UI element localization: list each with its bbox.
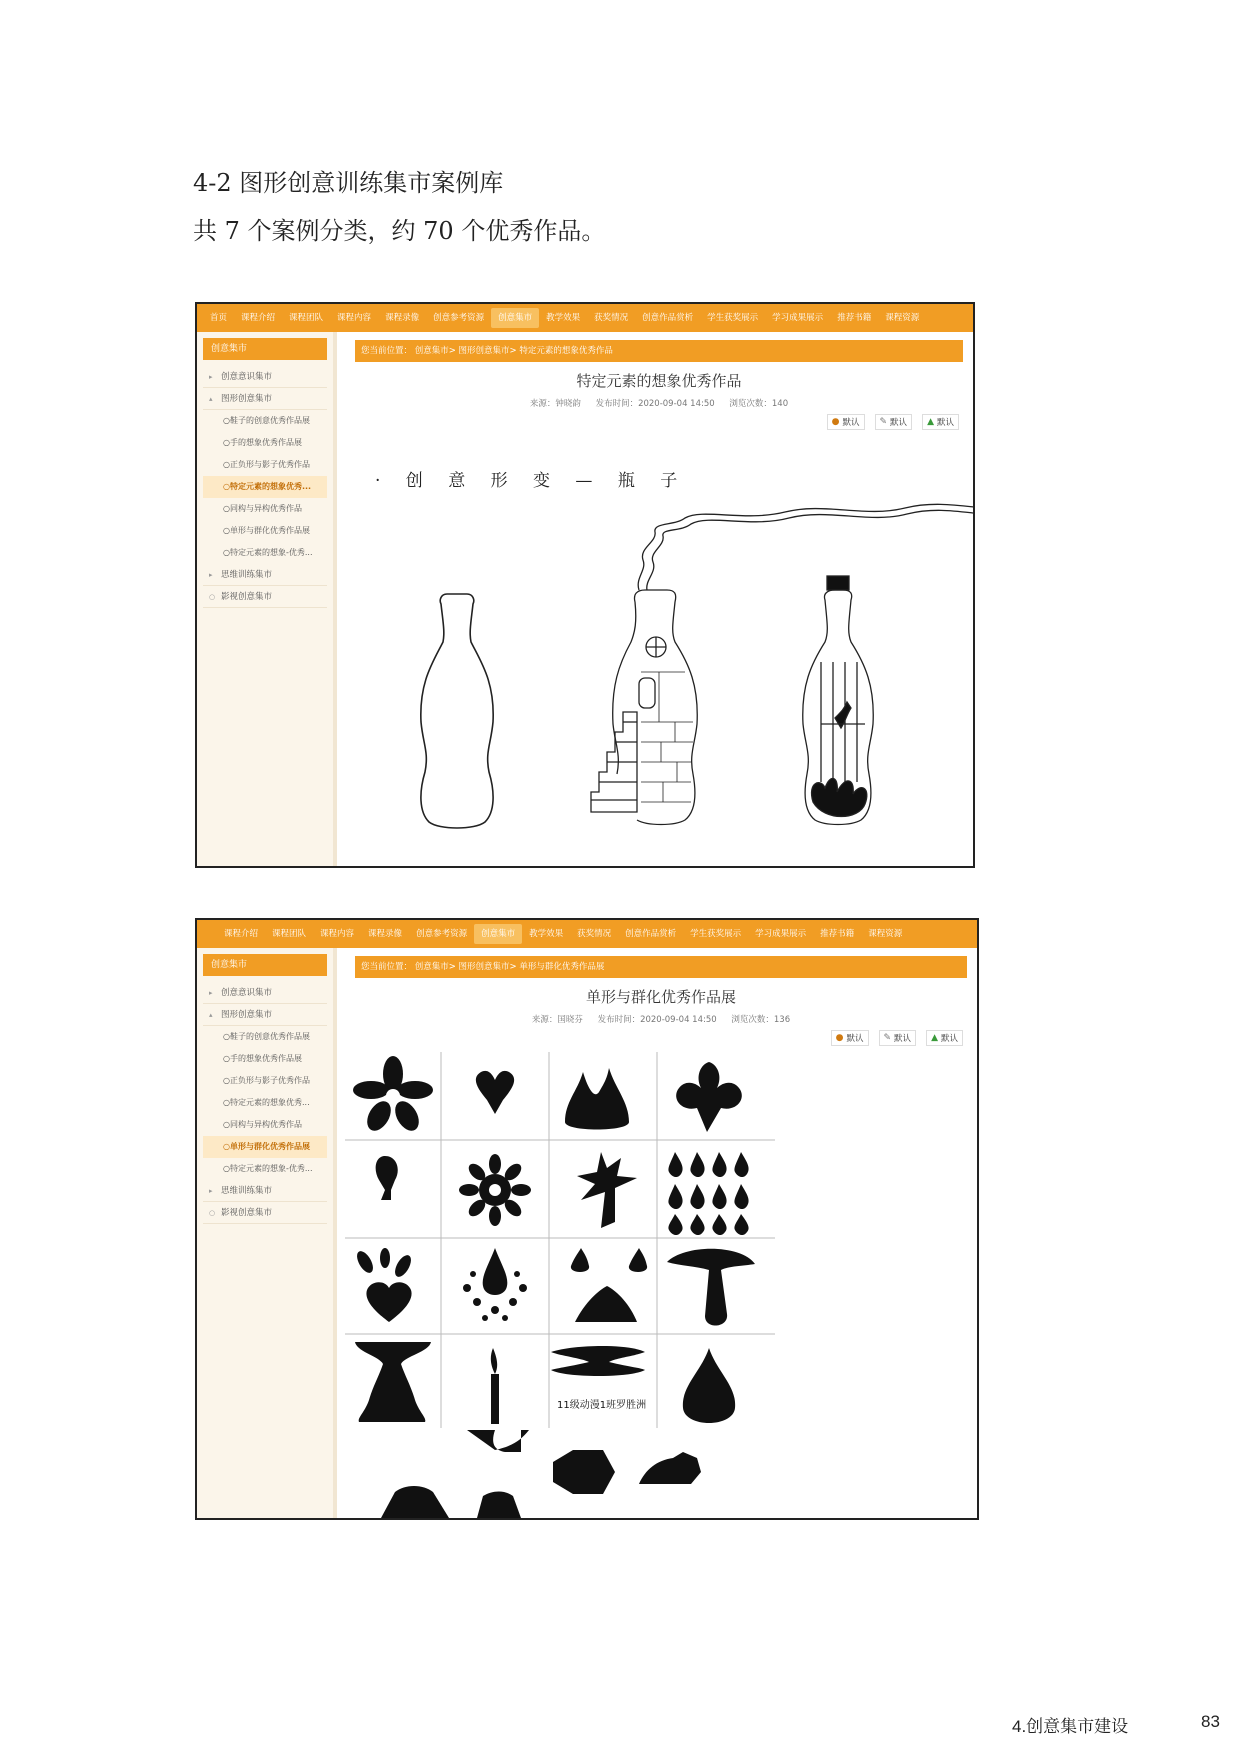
main-content <box>345 948 977 1518</box>
tool-comment[interactable] <box>827 414 865 430</box>
drop-dots <box>463 1248 527 1321</box>
sidebar-subitem[interactable]: ○特定元素的想象-优秀... <box>223 1164 313 1173</box>
sidebar-subitem-label: 同构与异构优秀作品 <box>229 1120 302 1129</box>
sidebar-subitem-active[interactable]: ○单形与群化优秀作品展 <box>203 1136 327 1158</box>
sidebar-subitem-label: 特定元素的想象-优秀... <box>229 1164 313 1173</box>
shape-silhouettes <box>353 1056 755 1518</box>
sidebar-subitem-label: 特定元素的想象-优秀... <box>229 548 313 557</box>
chevron-right-icon: ▸ <box>209 571 213 579</box>
nav-item[interactable]: 学生获奖展示 <box>690 929 742 939</box>
tool-label: 默认 <box>894 1034 912 1044</box>
tool-label: 默认 <box>842 418 860 428</box>
tool-label: 默认 <box>846 1034 864 1044</box>
tool-tree[interactable] <box>922 414 959 430</box>
sidebar-subitem-label: 手的想象优秀作品展 <box>229 1054 302 1063</box>
sidebar-subitem-label: 正负形与影子优秀作品 <box>229 460 310 469</box>
nav-item[interactable]: 课程介绍 <box>224 929 259 939</box>
bottle-outline-image <box>421 594 493 828</box>
sidebar-header: 创意集市 <box>203 338 327 360</box>
nav-item[interactable]: 课程内容 <box>337 313 372 323</box>
nav-item[interactable]: 课程内容 <box>320 929 355 939</box>
brush-shape <box>491 1348 499 1424</box>
nav-item[interactable]: 教学效果 <box>529 929 564 939</box>
sidebar-item[interactable] <box>203 388 327 410</box>
article-tools <box>827 414 959 430</box>
tool-label: 默认 <box>940 1034 958 1044</box>
comment-icon: ● <box>831 417 840 427</box>
drop-shape <box>683 1348 735 1423</box>
nav-item[interactable]: 获奖情况 <box>594 313 629 323</box>
sidebar-item-label: 思维训练集市 <box>221 1186 273 1196</box>
screenshot-grouping-page <box>195 918 979 1520</box>
bottle-tower-image <box>591 504 975 824</box>
sidebar-item[interactable] <box>203 982 327 1004</box>
tool-edit[interactable] <box>875 414 913 430</box>
sidebar-item[interactable] <box>203 564 327 586</box>
chevron-right-icon: ▸ <box>209 989 213 997</box>
article-title: 特定元素的想象优秀作品 <box>576 372 742 390</box>
sidebar-item-label: 创意意识集市 <box>221 372 273 382</box>
face-shapes <box>571 1248 647 1322</box>
meta-source: 来源：钟晓韵 <box>529 399 581 409</box>
chevron-right-icon: ▸ <box>209 373 213 381</box>
chevron-down-icon: ▴ <box>209 1011 213 1019</box>
nav-item[interactable]: 推荐书籍 <box>820 929 855 939</box>
shape-grid-image <box>345 1052 815 1520</box>
sidebar-item[interactable] <box>203 366 327 388</box>
tool-tree[interactable] <box>926 1030 963 1046</box>
nav-item[interactable]: 教学效果 <box>546 313 581 323</box>
sidebar-item[interactable] <box>203 1004 327 1026</box>
screenshot-bottle-page <box>195 302 975 868</box>
nav-item[interactable]: 首页 <box>210 313 228 323</box>
comment-icon: ● <box>835 1033 844 1043</box>
bottle-artworks <box>385 482 975 842</box>
nav-item[interactable]: 课程资源 <box>885 313 920 323</box>
tree-icon: ▲ <box>931 1033 938 1043</box>
sidebar-subitem[interactable]: ○单形与群化优秀作品展 <box>223 526 310 535</box>
sidebar-subitem[interactable]: ○鞋子的创意优秀作品展 <box>223 1032 310 1041</box>
mushroom-shape <box>667 1249 755 1326</box>
nav-item[interactable]: 课程介绍 <box>241 313 276 323</box>
sidebar-subitem-active[interactable]: ○特定元素的想象优秀... <box>203 476 327 498</box>
sidebar-subitem[interactable]: ○同构与异构优秀作品 <box>223 504 302 513</box>
meta-source: 来源：国晓芬 <box>531 1015 583 1025</box>
nav-item[interactable]: 学习成果展示 <box>772 313 824 323</box>
meta-views: 浏览次数：136 <box>731 1015 791 1025</box>
chevron-right-icon: ▸ <box>209 1187 213 1195</box>
nav-item-active[interactable]: 创意集市 <box>474 924 522 944</box>
edit-icon: ✎ <box>883 1033 892 1043</box>
sidebar-subitem-label: 鞋子的创意优秀作品展 <box>229 1032 310 1041</box>
top-nav <box>197 304 973 332</box>
top-nav <box>197 920 977 948</box>
nav-item[interactable]: 学生获奖展示 <box>707 313 759 323</box>
tool-edit[interactable] <box>879 1030 917 1046</box>
nav-item[interactable]: 课程团队 <box>272 929 307 939</box>
nav-item[interactable]: 课程团队 <box>289 313 324 323</box>
document-title: 4-2 图形创意训练集市案例库 <box>193 169 504 197</box>
main-content <box>345 332 973 866</box>
edit-icon: ✎ <box>879 417 888 427</box>
sidebar-subitem-label: 正负形与影子优秀作品 <box>229 1076 310 1085</box>
sidebar-item-label: 影视创意集市 <box>221 1208 273 1218</box>
sidebar-subitem-label: 单形与群化优秀作品展 <box>229 1142 310 1151</box>
document-subtitle: 共 7 个案例分类，约 70 个优秀作品。 <box>193 217 606 245</box>
tool-label: 默认 <box>936 418 954 428</box>
sidebar-subitem[interactable]: ○正负形与影子优秀作品 <box>223 460 310 469</box>
splash-shapes <box>354 1248 414 1322</box>
sidebar-subitem-label: 单形与群化优秀作品展 <box>229 526 310 535</box>
bottle-birdcage-image <box>803 576 874 825</box>
sidebar-subitem[interactable]: ○正负形与影子优秀作品 <box>223 1076 310 1085</box>
footer-section-label: 4.创意集市建设 <box>1012 1717 1129 1736</box>
vase-shape <box>355 1342 431 1422</box>
article-title: 单形与群化优秀作品展 <box>585 988 736 1006</box>
sidebar-item-label: 思维训练集市 <box>221 570 273 580</box>
nav-item[interactable] <box>203 924 217 944</box>
breadcrumb: 您当前位置： 创意集市> 图形创意集市> 单形与群化优秀作品展 <box>355 956 967 978</box>
nav-item[interactable]: 课程资源 <box>868 929 903 939</box>
tool-comment[interactable] <box>831 1030 869 1046</box>
ufo-shape <box>551 1346 645 1376</box>
sidebar-subitem[interactable]: ○同构与异构优秀作品 <box>223 1120 302 1129</box>
sidebar-item-label: 影视创意集市 <box>221 592 273 602</box>
meta-views: 浏览次数：140 <box>729 399 789 409</box>
tool-label: 默认 <box>890 418 908 428</box>
chevron-down-icon: ▴ <box>209 395 213 403</box>
sidebar-item[interactable] <box>203 1202 327 1224</box>
sidebar-item[interactable] <box>203 1180 327 1202</box>
sidebar-subitem[interactable]: ○手的想象优秀作品展 <box>223 1054 302 1063</box>
nav-item[interactable]: 课程录像 <box>385 313 420 323</box>
meta-date: 发布时间：2020-09-04 14:50 <box>595 399 715 409</box>
sidebar <box>197 948 337 1518</box>
nav-item[interactable]: 获奖情况 <box>577 929 612 939</box>
sidebar-item-label: 创意意识集市 <box>221 988 273 998</box>
section-label: · 创 意 形 变 — 瓶 子 <box>375 471 688 491</box>
nav-item[interactable]: 创意作品赏析 <box>642 313 694 323</box>
raindrop-cluster <box>668 1152 748 1235</box>
sidebar-subitem-label: 特定元素的想象优秀... <box>229 482 312 491</box>
article-meta <box>345 1013 977 1025</box>
sidebar-item[interactable] <box>203 586 327 608</box>
nav-item[interactable]: 课程录像 <box>368 929 403 939</box>
page-number: 83 <box>1201 1712 1220 1731</box>
bullet-icon: ○ <box>209 1209 216 1217</box>
nav-item[interactable]: 学习成果展示 <box>755 929 807 939</box>
sidebar-subitem-label: 手的想象优秀作品展 <box>229 438 302 447</box>
sidebar-subitem-label: 鞋子的创意优秀作品展 <box>229 416 310 425</box>
bottom-shapes <box>381 1430 701 1518</box>
nav-item[interactable]: 创意作品赏析 <box>625 929 677 939</box>
nav-item[interactable]: 推荐书籍 <box>837 313 872 323</box>
sidebar-item-label: 图形创意集市 <box>221 1010 273 1020</box>
sidebar-subitem[interactable]: ○鞋子的创意优秀作品展 <box>223 416 310 425</box>
sidebar-item-label: 图形创意集市 <box>221 394 273 404</box>
sidebar-subitem[interactable]: ○特定元素的想象优秀... <box>223 1098 310 1107</box>
tree-icon: ▲ <box>927 417 934 427</box>
sidebar-subitem-label: 同构与异构优秀作品 <box>229 504 302 513</box>
nav-item-active[interactable]: 创意集市 <box>491 308 539 328</box>
bullet-icon: ○ <box>209 593 216 601</box>
sidebar-subitem-label: 特定元素的想象优秀... <box>229 1098 310 1107</box>
breadcrumb: 您当前位置： 创意集市> 图形创意集市> 特定元素的想象优秀作品 <box>355 340 963 362</box>
meta-date: 发布时间：2020-09-04 14:50 <box>597 1015 717 1025</box>
sidebar-header: 创意集市 <box>203 954 327 976</box>
sidebar-subitem[interactable]: ○特定元素的想象-优秀... <box>223 548 313 557</box>
article-tools <box>831 1030 963 1046</box>
sidebar-subitem[interactable]: ○手的想象优秀作品展 <box>223 438 302 447</box>
article-meta <box>345 397 973 409</box>
sidebar <box>197 332 337 866</box>
nav-item[interactable]: 创意参考资源 <box>416 929 468 939</box>
nav-item[interactable]: 创意参考资源 <box>433 313 485 323</box>
artwork-caption: 11级动漫1班罗胜洲 <box>557 1400 647 1411</box>
